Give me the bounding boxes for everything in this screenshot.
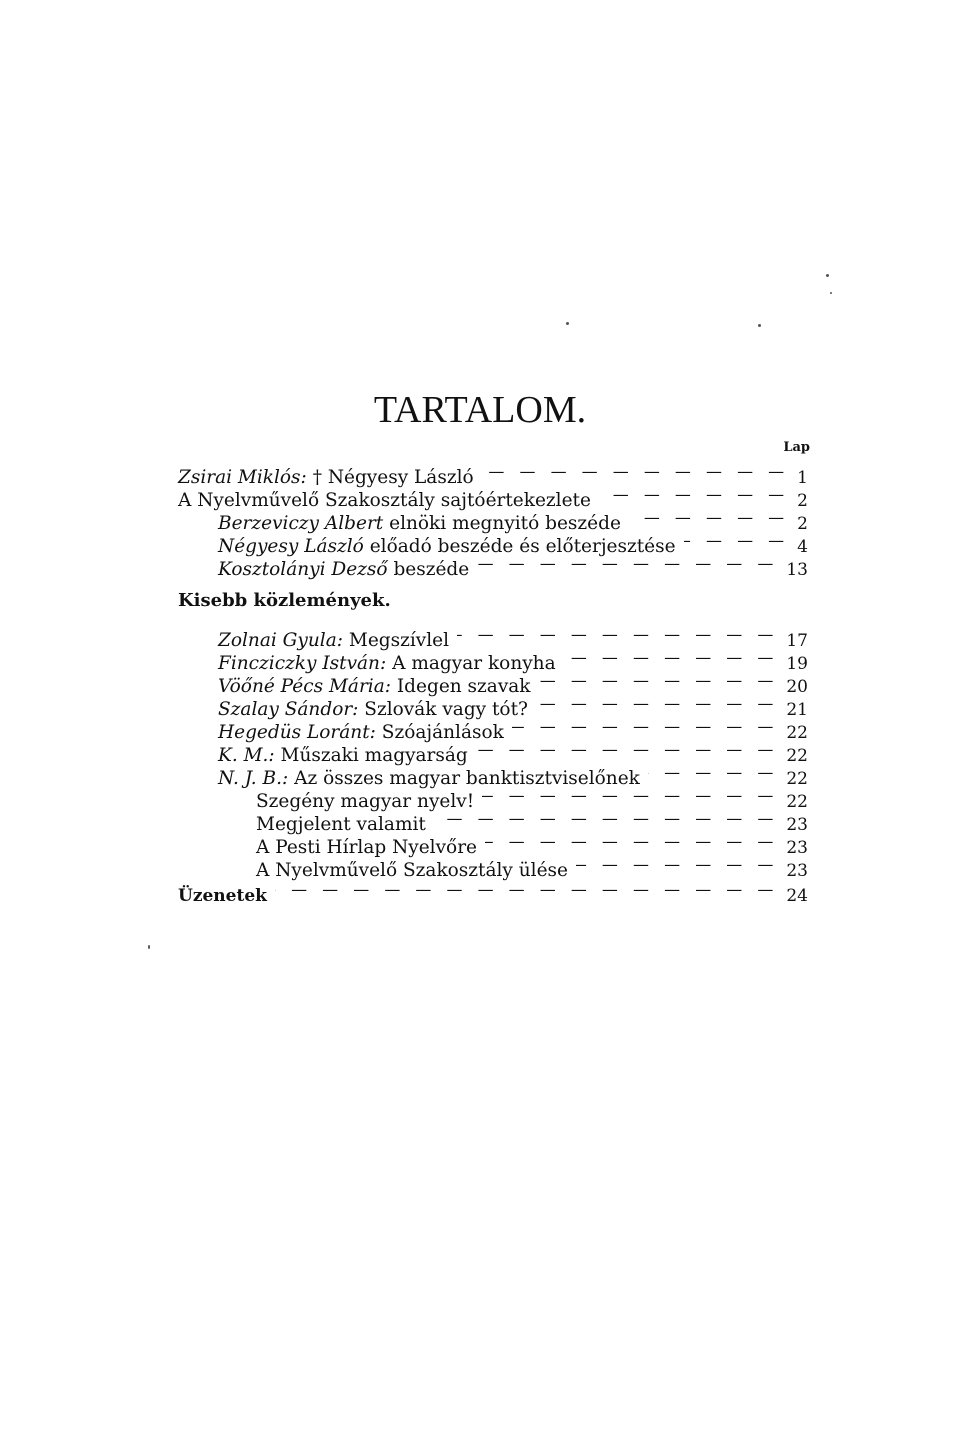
toc-entry[interactable] [218, 623, 808, 651]
dash-leader [482, 460, 790, 483]
entry-page: 24 [786, 886, 808, 906]
dash-leader [564, 646, 779, 669]
toc-entry[interactable] [218, 506, 808, 534]
dash-leader [275, 878, 778, 901]
toc-entry[interactable] [218, 529, 808, 557]
page-title: TARTALOM. [373, 389, 587, 431]
entry-title: Az összes magyar banktisztviselőnek [294, 768, 640, 789]
entry-page: 20 [786, 677, 808, 697]
toc-entry[interactable] [218, 646, 808, 674]
entry-author: Hegedüs Loránt: [218, 722, 376, 743]
section-heading: Kisebb közlemények. [178, 590, 391, 611]
toc-subentry[interactable] [256, 853, 808, 881]
entry-author: Zsirai Miklós: [178, 467, 307, 488]
entry-page: 2 [797, 514, 808, 534]
entry-title: Megjelent valamit [256, 814, 426, 835]
entry-title: † Négyesy László [312, 467, 474, 488]
toc-entry[interactable] [178, 460, 808, 488]
entry-title: A magyar konyha [392, 653, 556, 674]
print-speck [826, 274, 829, 277]
dash-leader [648, 761, 778, 784]
print-speck [566, 322, 569, 325]
entry-title: elnöki megnyitó beszéde [389, 513, 621, 534]
entry-author: N. J. B.: [218, 768, 289, 789]
dash-leader [684, 529, 790, 552]
entry-title: beszéde [393, 559, 470, 580]
entry-page: 21 [786, 700, 808, 720]
entry-author: Vöőné Pécs Mária: [218, 676, 391, 697]
entry-author: Berzeviczy Albert [218, 513, 384, 534]
dash-leader [629, 506, 789, 529]
dash-leader [477, 552, 778, 575]
toc-entry[interactable] [218, 692, 808, 720]
entry-title: Szlovák vagy tót? [364, 699, 528, 720]
dash-leader [485, 830, 778, 853]
entry-title: A Nyelvművelő Szakosztály ülése [256, 860, 568, 881]
toc-subentry[interactable] [256, 830, 808, 858]
toc-entry[interactable] [178, 483, 808, 511]
entry-page: 23 [786, 815, 808, 835]
entry-title: Üzenetek [178, 886, 267, 906]
entry-author: Szalay Sándor: [218, 699, 359, 720]
dash-leader [434, 807, 779, 830]
toc-entry[interactable] [218, 552, 808, 580]
entry-title: Szegény magyar nyelv! [256, 791, 475, 812]
print-speck [758, 324, 761, 327]
entry-title: Szóajánlások [381, 722, 504, 743]
dash-leader [476, 738, 779, 761]
dash-leader [457, 623, 778, 646]
print-speck [148, 945, 150, 949]
toc-entry[interactable] [218, 669, 808, 697]
entry-page: 4 [797, 537, 808, 557]
entry-page: 22 [786, 746, 808, 766]
dash-leader [576, 853, 778, 876]
dash-leader [539, 669, 779, 692]
entry-author: K. M.: [218, 745, 275, 766]
entry-page: 23 [786, 861, 808, 881]
entry-page: 23 [786, 838, 808, 858]
entry-title: A Pesti Hírlap Nyelvőre [256, 837, 477, 858]
print-speck [830, 292, 832, 294]
entry-author: Zolnai Gyula: [218, 630, 343, 651]
entry-page: 22 [786, 769, 808, 789]
entry-page: 17 [786, 631, 808, 651]
toc-entry[interactable] [218, 761, 808, 789]
entry-title: A Nyelvművelő Szakosztály sajtóértekezlete [178, 490, 591, 511]
entry-author: Fincziczky István: [218, 653, 387, 674]
entry-title: előadó beszéde és előterjesztése [369, 536, 676, 557]
entry-page: 22 [786, 792, 808, 812]
dash-leader [536, 692, 778, 715]
dash-leader [599, 483, 789, 506]
toc-entry[interactable] [218, 738, 808, 766]
entry-author: Kosztolányi Dezső [218, 559, 388, 580]
toc-entry[interactable] [218, 715, 808, 743]
entry-title: Műszaki magyarság [280, 745, 468, 766]
toc-subentry[interactable] [256, 784, 808, 812]
entry-page: 22 [786, 723, 808, 743]
entry-page: 13 [786, 560, 808, 580]
entry-title: Megszívlel [348, 630, 449, 651]
toc-entry-messages[interactable] [178, 878, 808, 906]
entry-page: 19 [786, 654, 808, 674]
page-column-label: Lap [783, 440, 810, 455]
toc-subentry[interactable] [256, 807, 808, 835]
entry-page: 1 [797, 468, 808, 488]
entry-title: Idegen szavak [396, 676, 531, 697]
dash-leader [482, 784, 778, 807]
entry-author: Négyesy László [218, 536, 364, 557]
entry-page: 2 [797, 491, 808, 511]
dash-leader [512, 715, 779, 738]
